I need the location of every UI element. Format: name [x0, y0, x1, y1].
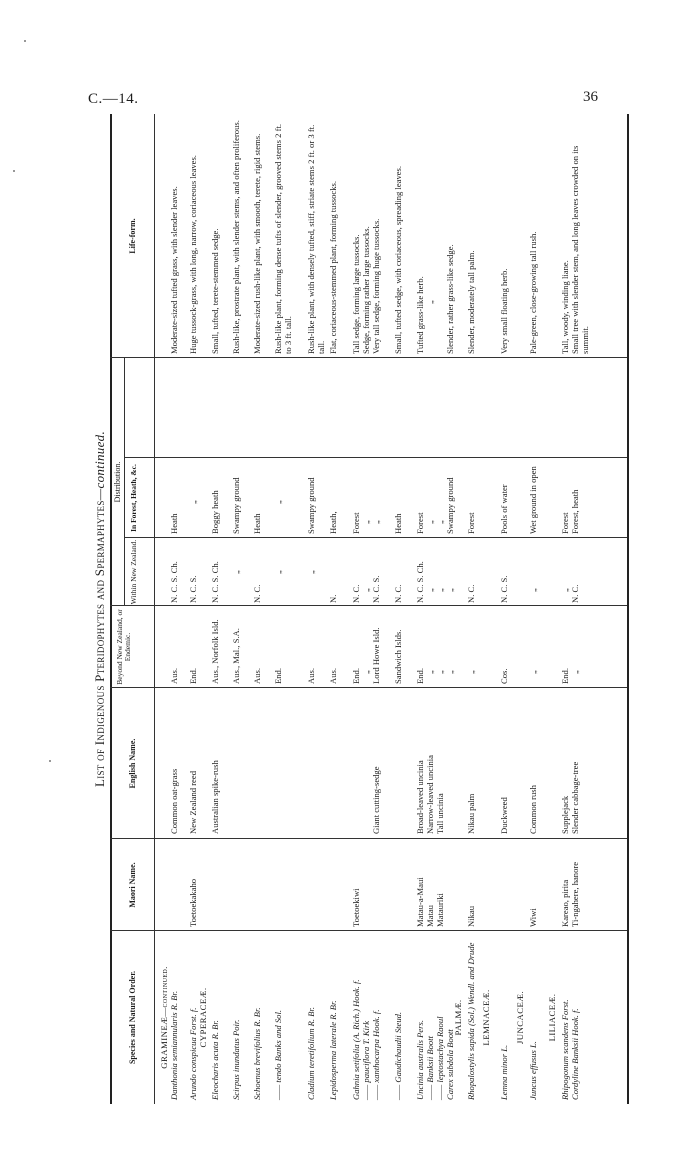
species-name: —— pauciflora T. Kirk	[361, 1020, 371, 1100]
english-name: Narrow-leaved uncinia	[425, 755, 435, 834]
english-name: Australian spike-rush	[210, 760, 220, 834]
species-name: Eleocharis acuta R. Br.	[210, 1020, 220, 1100]
life-form: Rush-like plant, with densely tufted, stiff, striate stems 2 ft. or 3 ft. tall.	[306, 124, 326, 354]
species-name: —— Gaudichaudii Steud.	[393, 1011, 403, 1100]
habitat: Swampy ground	[306, 477, 316, 534]
habitat: Forest	[466, 512, 476, 534]
english-name: Slender cabbage-tree	[570, 761, 580, 834]
habitat: Forest, heath	[570, 489, 580, 534]
habitat: Boggy heath	[210, 490, 220, 534]
maori-name: Ti-ngahere, hanore	[570, 861, 580, 927]
beyond-nz: „	[361, 670, 371, 674]
within-nz: N.	[328, 594, 338, 603]
within-nz: N. C. S. Ch.	[169, 561, 179, 603]
life-form: Small, tufted, terete-stemmed sedge.	[210, 228, 220, 354]
english-name: Giant cutting-sedge	[371, 766, 381, 834]
col-divider	[110, 357, 627, 358]
beyond-nz: End.	[560, 668, 570, 684]
header-distribution: Distribution.	[113, 461, 122, 503]
table-title-suffix: —continued.	[92, 430, 107, 501]
life-form: Moderate-sized tufted grass, with slender leaves.	[169, 186, 179, 354]
group-heading: LEMNACEÆ.	[481, 989, 491, 1046]
species-table	[110, 114, 628, 1104]
life-form: Small tree with slender stem, and long leaves crowded on its summit.	[570, 145, 590, 354]
within-nz: „	[435, 588, 445, 592]
life-form: Flat, coriaceous-stemmed plant, forming tussocks.	[328, 180, 338, 354]
habitat: „	[361, 520, 371, 524]
group-heading: CYPERACEÆ.	[198, 987, 208, 1048]
header-english: English Name.	[128, 738, 137, 789]
within-nz: „	[425, 588, 435, 592]
col-divider	[110, 687, 627, 688]
beyond-nz: End.	[351, 668, 361, 684]
species-name: Danthonia semiannularis R. Br.	[169, 990, 179, 1100]
species-name: —— tendo Banks and Sol.	[273, 1010, 283, 1100]
species-name: —— Banksii Boott	[425, 1036, 435, 1100]
species-name: Rhopalostylis sapida (Sol.) Wendl. and Drude	[466, 942, 476, 1100]
scan-speck	[13, 170, 15, 172]
within-nz: N. C. S. Ch.	[210, 561, 220, 603]
beyond-nz: Aus.	[328, 668, 338, 684]
beyond-nz: End.	[415, 668, 425, 684]
within-nz: „	[445, 588, 455, 592]
document-reference: C.—14.	[88, 91, 139, 107]
maori-name: Matau	[425, 905, 435, 927]
table-title	[92, 114, 108, 1104]
beyond-nz: Aus., Norfolk Isld.	[210, 619, 220, 684]
english-name: Common oat-grass	[169, 768, 179, 834]
within-nz: N. C.	[393, 584, 403, 603]
species-name: Rhipogonum scandens Forst.	[560, 999, 570, 1100]
within-nz: N. C. S.	[188, 575, 198, 603]
habitat: Swampy ground	[445, 477, 455, 534]
life-form: „	[425, 300, 435, 304]
col-divider	[124, 457, 627, 458]
header-bottom-rule	[154, 114, 155, 1104]
maori-name: Matau-a-Maui	[415, 877, 425, 927]
habitat: „	[425, 520, 435, 524]
life-form: Moderate-sized rush-like plant, with smooth, terete, rigid stems.	[252, 133, 262, 354]
habitat: Heath	[393, 513, 403, 534]
within-nz: „	[306, 570, 316, 574]
life-form: Small, tufted sedge, with coriaceous, spreading leaves.	[393, 165, 403, 354]
page-header	[0, 0, 700, 110]
distribution-subrule	[124, 358, 125, 606]
species-name: Scirpus inundatus Poir.	[231, 1019, 241, 1100]
col-divider	[110, 838, 627, 839]
species-name: Cladium teretifolium R. Br.	[306, 1006, 316, 1100]
beyond-nz: Cos.	[499, 668, 509, 684]
table-top-rule	[110, 114, 112, 1104]
beyond-nz: Sandwich Islds.	[393, 629, 403, 684]
within-nz: N. C. S.	[371, 575, 381, 603]
habitat: Heath,	[328, 511, 338, 534]
species-name: Carex subdola Boott	[445, 1029, 455, 1100]
header-within: Within New Zealand.	[129, 539, 138, 605]
life-form: Very tall sedge, forming huge tussocks.	[371, 218, 381, 354]
page-number: 36	[583, 89, 598, 105]
group-heading: JUNCACEÆ.	[515, 990, 525, 1045]
habitat: Forest	[415, 512, 425, 534]
maori-name: Kareao, pirita	[560, 879, 570, 927]
beyond-nz: End.	[273, 668, 283, 684]
group-heading: GRAMINEÆ—continued.	[159, 966, 169, 1069]
within-nz: N. C. S.	[499, 575, 509, 603]
within-nz: „	[361, 588, 371, 592]
life-form: Sedge, forming rather large tussocks.	[361, 226, 371, 354]
life-form: Slender, moderately tall palm.	[466, 250, 476, 354]
life-form: Tall sedge, forming large tussocks.	[351, 234, 361, 354]
habitat: „	[371, 520, 381, 524]
habitat: Wet ground in open	[528, 466, 538, 534]
species-name: Uncinia australis Pers.	[415, 1020, 425, 1100]
col-divider	[124, 537, 627, 538]
life-form: Huge tussock-grass, with long, narrow, coriaceous leaves.	[188, 155, 198, 354]
habitat: „	[188, 500, 198, 504]
maori-name: Toetoekakaho	[188, 878, 198, 927]
rotated-table-block	[90, 114, 630, 1104]
within-nz: „	[528, 588, 538, 592]
habitat: Forest	[560, 512, 570, 534]
habitat: Swampy ground	[231, 477, 241, 534]
scan-speck	[24, 40, 26, 42]
within-nz: „	[273, 570, 283, 574]
within-nz: N. C.	[570, 584, 580, 603]
maori-name: Wiwi	[528, 908, 538, 927]
header-beyond: Beyond New Zealand, or Endemic.	[115, 609, 132, 685]
life-form: Rush-like, prostrate plant, with slender stems, and often proliferous.	[231, 120, 241, 354]
header-species: Species and Natural Order.	[128, 970, 137, 1065]
english-name: New Zealand reed	[188, 771, 198, 834]
beyond-nz: „	[435, 670, 445, 674]
habitat: Heath	[169, 513, 179, 534]
habitat: „	[273, 500, 283, 504]
group-heading: PALMÆ.	[453, 999, 463, 1036]
species-name: Gahnia setifolia (A. Rich.) Hook. f.	[351, 979, 361, 1100]
header-forest: In Forest, Heath, &c.	[129, 464, 138, 532]
species-name: Arundo conspicua Forst. f.	[188, 1007, 198, 1100]
within-nz: N. C.	[252, 584, 262, 603]
life-form: Tall, woody, winding liane.	[560, 260, 570, 354]
life-form: Very small floating herb.	[499, 268, 509, 354]
beyond-nz: „	[570, 670, 580, 674]
table-title-main: List of Indigenous Pteridophytes and Spermaphytes	[92, 500, 107, 788]
species-name: Cordyline Banksii Hook. f.	[570, 1008, 580, 1100]
within-nz: N. C.	[466, 584, 476, 603]
habitat: „	[435, 520, 445, 524]
maori-name: Matauriki	[435, 893, 445, 927]
within-nz: „	[231, 570, 241, 574]
english-name: Broad-leaved uncinia	[415, 760, 425, 834]
life-form: Tufted grass-like herb.	[415, 276, 425, 354]
beyond-nz: End.	[188, 668, 198, 684]
english-name: Common rush	[528, 785, 538, 834]
habitat: Forest	[351, 512, 361, 534]
header-lifeform: Life-form.	[128, 218, 137, 254]
habitat: Pools of water	[499, 484, 509, 534]
english-name: Supplejack	[560, 795, 570, 834]
maori-name: Nikau	[466, 905, 476, 927]
beyond-nz: Aus.	[252, 668, 262, 684]
beyond-nz: Aus.	[169, 668, 179, 684]
english-name: Duckweed	[499, 797, 509, 834]
species-name: Lepidosperma laterale R. Br.	[328, 1000, 338, 1100]
header-maori: Maori Name.	[128, 862, 137, 908]
life-form: Rush-like plant, forming dense tufts of slender, grooved stems 2 ft. to 3 ft. tall.	[273, 124, 293, 354]
english-name: Nikau palm	[466, 793, 476, 834]
table-bottom-rule	[627, 114, 629, 1104]
beyond-nz: „	[425, 670, 435, 674]
species-name: Lemna minor L.	[499, 1044, 509, 1100]
within-nz: N. C. S. Ch.	[415, 561, 425, 603]
beyond-nz: Aus.	[306, 668, 316, 684]
maori-name: Toetoekiwi	[351, 888, 361, 927]
beyond-nz: „	[466, 670, 476, 674]
col-divider	[110, 605, 627, 606]
beyond-nz: Lord Howe Isld.	[371, 627, 381, 684]
english-name: Tall uncinia	[435, 793, 445, 834]
species-name: —— leptostachya Raoul	[435, 1016, 445, 1100]
group-heading: LILIACEÆ.	[547, 993, 557, 1042]
life-form: Slender, rather grass-like sedge.	[445, 244, 455, 354]
beyond-nz: „	[445, 670, 455, 674]
within-nz: „	[560, 588, 570, 592]
species-name: Schoenus brevifolius R. Br.	[252, 1007, 262, 1100]
species-name: Juncus effusus L.	[528, 1041, 538, 1100]
within-nz: N. C.	[351, 584, 361, 603]
scan-speck	[49, 760, 51, 762]
beyond-nz: Aus., Mal., S.A.	[231, 628, 241, 684]
beyond-nz: „	[528, 670, 538, 674]
species-name: —— xanthocarpa Hook. f.	[371, 1009, 381, 1100]
life-form: Pale-green, close-growing tall rush.	[528, 231, 538, 354]
habitat: Heath	[252, 513, 262, 534]
